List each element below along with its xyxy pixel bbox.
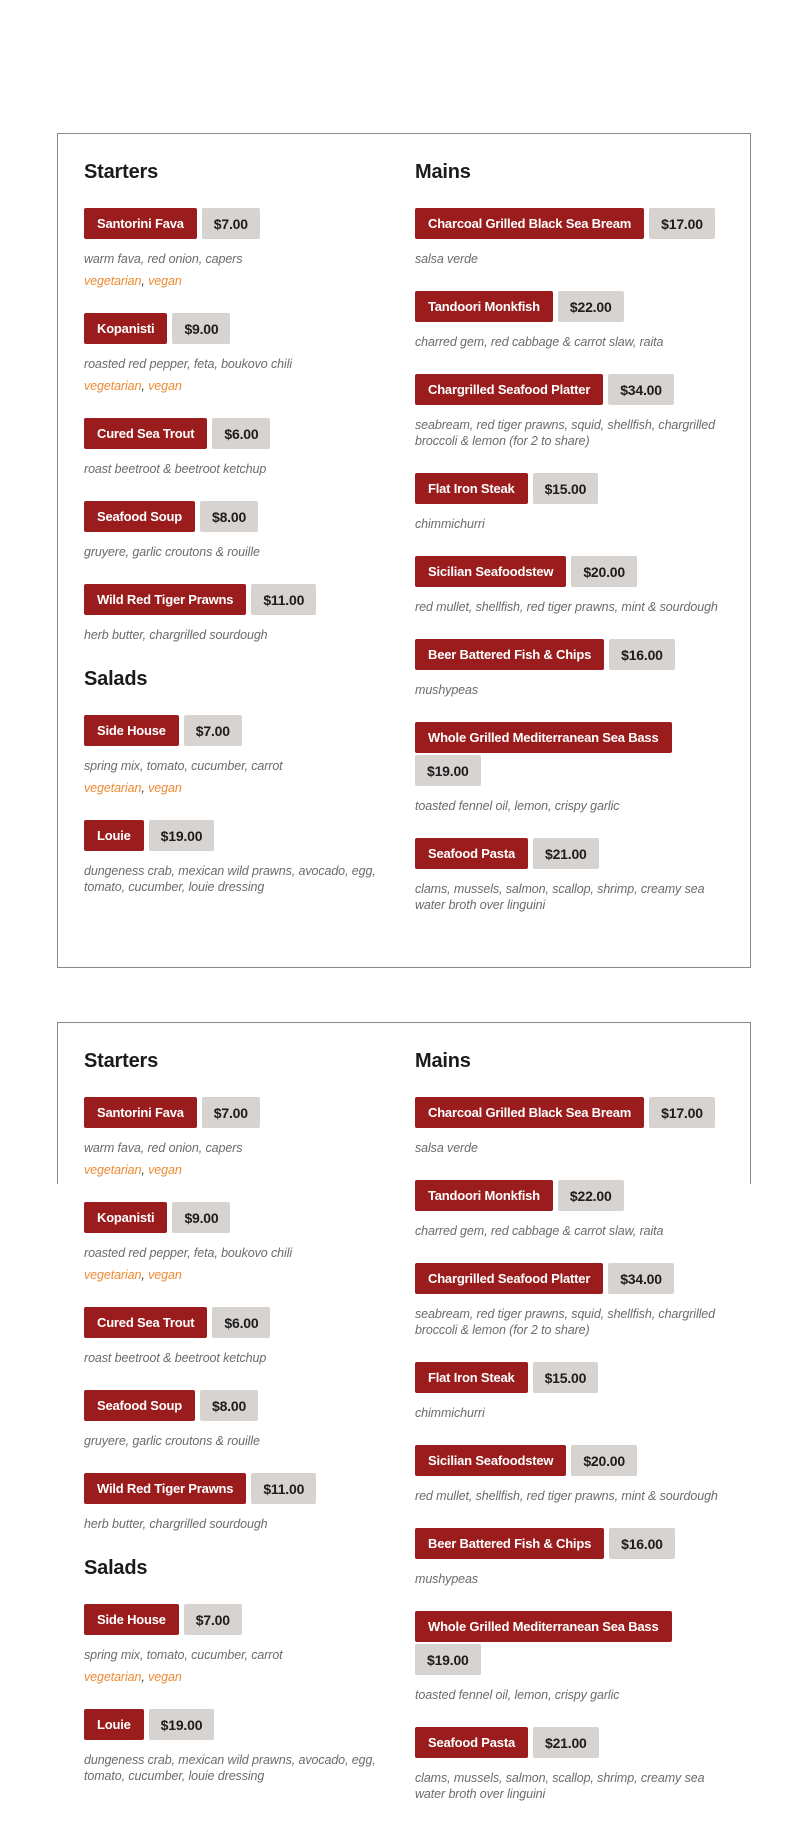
menu-item-louie xyxy=(84,1709,393,1784)
dish-name-chip: Kopanisti xyxy=(84,1202,167,1233)
menu-item-seafood-pasta xyxy=(415,1727,724,1802)
item-description: roasted red pepper, feta, boukovo chili xyxy=(84,1246,293,1260)
menu-column-right xyxy=(415,160,724,937)
dish-name-chip: Side House xyxy=(84,715,179,746)
menu-column-right xyxy=(415,1049,724,1826)
dish-price-row xyxy=(415,838,724,869)
section-title-salads: Salads xyxy=(84,668,148,690)
menu-item-kopanisti xyxy=(84,1202,393,1283)
tag-link-vegetarian[interactable]: vegetarian xyxy=(84,781,142,795)
price-chip: $9.00 xyxy=(172,1202,230,1233)
item-description: roast beetroot & beetroot ketchup xyxy=(84,1351,267,1365)
dish-price-row xyxy=(84,1473,393,1504)
tag-separator: , xyxy=(141,781,149,795)
price-chip: $16.00 xyxy=(609,1528,675,1559)
menu-item-tandoori-monkfish xyxy=(415,291,724,350)
dish-name-chip: Sicilian Seafoodstew xyxy=(415,1445,566,1476)
tag-separator: , xyxy=(141,274,149,288)
price-chip: $17.00 xyxy=(649,208,715,239)
dish-name-chip: Sicilian Seafoodstew xyxy=(415,556,566,587)
dish-name-chip: Side House xyxy=(84,1604,179,1635)
tag-link-vegan[interactable]: vegan xyxy=(148,1163,182,1177)
dish-name-chip: Santorini Fava xyxy=(84,208,197,239)
item-description: seabream, red tiger prawns, squid, shellfish, chargrilled broccoli & lemon (for 2 to share) xyxy=(415,418,716,448)
dish-price-row xyxy=(84,1307,393,1338)
dish-name-chip: Chargrilled Seafood Platter xyxy=(415,374,603,405)
section-title-mains: Mains xyxy=(415,161,471,183)
dish-name-chip: Beer Battered Fish & Chips xyxy=(415,1528,604,1559)
menu-item-sicilian-seafoodstew xyxy=(415,1445,724,1504)
dish-price-row xyxy=(415,1528,724,1559)
price-chip: $20.00 xyxy=(571,1445,637,1476)
price-chip: $16.00 xyxy=(609,639,675,670)
dish-price-row xyxy=(415,1180,724,1211)
dish-price-row xyxy=(84,208,393,239)
menu-card xyxy=(57,133,751,968)
item-description: dungeness crab, mexican wild prawns, avocado, egg, tomato, cucumber, louie dressing xyxy=(84,1753,376,1783)
price-chip: $17.00 xyxy=(649,1097,715,1128)
tag-link-vegan[interactable]: vegan xyxy=(148,274,182,288)
tag-link-vegetarian[interactable]: vegetarian xyxy=(84,379,142,393)
tag-separator: , xyxy=(141,1268,149,1282)
dish-price-row xyxy=(415,556,724,587)
dish-price-row xyxy=(84,1604,393,1635)
item-tags xyxy=(84,378,393,394)
menu-item-cured-sea-trout xyxy=(84,418,393,477)
section-title-mains: Mains xyxy=(415,1050,471,1072)
item-description: spring mix, tomato, cucumber, carrot xyxy=(84,759,283,773)
price-chip: $21.00 xyxy=(533,838,599,869)
dish-name-chip: Charcoal Grilled Black Sea Bream xyxy=(415,208,644,239)
price-chip: $7.00 xyxy=(184,1604,242,1635)
item-description: seabream, red tiger prawns, squid, shellfish, chargrilled broccoli & lemon (for 2 to share) xyxy=(415,1307,716,1337)
item-description: salsa verde xyxy=(415,252,478,266)
menu-section-starters xyxy=(84,1049,393,1532)
item-description: gruyere, garlic croutons & rouille xyxy=(84,545,260,559)
dish-name-chip: Whole Grilled Mediterranean Sea Bass xyxy=(415,1611,672,1642)
menu-item-beer-battered-fish-chips xyxy=(415,1528,724,1587)
menu-item-seafood-pasta xyxy=(415,838,724,913)
tag-link-vegetarian[interactable]: vegetarian xyxy=(84,274,142,288)
tag-separator: , xyxy=(141,379,149,393)
tag-separator: , xyxy=(141,1670,149,1684)
item-description: toasted fennel oil, lemon, crispy garlic xyxy=(415,1688,620,1702)
item-description: gruyere, garlic croutons & rouille xyxy=(84,1434,260,1448)
tag-link-vegan[interactable]: vegan xyxy=(148,379,182,393)
item-description: chimmichurri xyxy=(415,517,485,531)
section-title-starters: Starters xyxy=(84,1050,158,1072)
menu-item-kopanisti xyxy=(84,313,393,394)
item-description: red mullet, shellfish, red tiger prawns, mint & sourdough xyxy=(415,600,718,614)
tag-separator: , xyxy=(141,1163,149,1177)
dish-price-row xyxy=(84,501,393,532)
dish-name-chip: Beer Battered Fish & Chips xyxy=(415,639,604,670)
tag-link-vegetarian[interactable]: vegetarian xyxy=(84,1268,142,1282)
dish-price-row xyxy=(415,291,724,322)
item-description: dungeness crab, mexican wild prawns, avocado, egg, tomato, cucumber, louie dressing xyxy=(84,864,376,894)
item-tags xyxy=(84,1162,393,1178)
dish-name-chip: Flat Iron Steak xyxy=(415,473,528,504)
dish-price-row xyxy=(84,313,393,344)
dish-name-chip: Seafood Soup xyxy=(84,501,195,532)
price-chip: $11.00 xyxy=(251,584,316,615)
menu-item-santorini-fava xyxy=(84,1097,393,1178)
menu-section-mains xyxy=(415,1049,724,1802)
menu-item-whole-grilled-mediterranean-sea-bass xyxy=(415,1611,724,1703)
dish-name-chip: Wild Red Tiger Prawns xyxy=(84,584,246,615)
menu-item-side-house xyxy=(84,1604,393,1685)
item-description: spring mix, tomato, cucumber, carrot xyxy=(84,1648,283,1662)
item-description: clams, mussels, salmon, scallop, shrimp, creamy sea water broth over linguini xyxy=(415,882,705,912)
dish-name-chip: Cured Sea Trout xyxy=(84,418,207,449)
price-chip: $34.00 xyxy=(608,374,674,405)
menu-item-chargrilled-seafood-platter xyxy=(415,1263,724,1338)
dish-price-row xyxy=(84,1202,393,1233)
price-chip: $21.00 xyxy=(533,1727,599,1758)
price-chip: $6.00 xyxy=(212,418,270,449)
menu-column-left xyxy=(84,1049,393,1808)
item-description: toasted fennel oil, lemon, crispy garlic xyxy=(415,799,620,813)
dish-name-chip: Tandoori Monkfish xyxy=(415,291,553,322)
item-description: chimmichurri xyxy=(415,1406,485,1420)
menu-item-chargrilled-seafood-platter xyxy=(415,374,724,449)
price-chip: $8.00 xyxy=(200,501,258,532)
dish-price-row xyxy=(415,722,724,786)
dish-price-row xyxy=(84,1097,393,1128)
dish-name-chip: Cured Sea Trout xyxy=(84,1307,207,1338)
item-description: mushypeas xyxy=(415,1572,479,1586)
dish-name-chip: Seafood Pasta xyxy=(415,1727,528,1758)
price-chip: $9.00 xyxy=(172,313,230,344)
dish-name-chip: Charcoal Grilled Black Sea Bream xyxy=(415,1097,644,1128)
price-chip: $19.00 xyxy=(415,1644,481,1675)
item-description: herb butter, chargrilled sourdough xyxy=(84,1517,268,1531)
dish-name-chip: Whole Grilled Mediterranean Sea Bass xyxy=(415,722,672,753)
menu-columns xyxy=(84,1049,724,1826)
dish-name-chip: Wild Red Tiger Prawns xyxy=(84,1473,246,1504)
item-description: charred gem, red cabbage & carrot slaw, raita xyxy=(415,1224,664,1238)
menu-item-charcoal-grilled-black-sea-bream xyxy=(415,208,724,267)
tag-link-vegan[interactable]: vegan xyxy=(148,1670,182,1684)
dish-price-row xyxy=(415,374,724,405)
menu-item-wild-red-tiger-prawns xyxy=(84,1473,393,1532)
menu-item-side-house xyxy=(84,715,393,796)
price-chip: $20.00 xyxy=(571,556,637,587)
dish-name-chip: Louie xyxy=(84,1709,144,1740)
dish-name-chip: Seafood Soup xyxy=(84,1390,195,1421)
menu-item-cured-sea-trout xyxy=(84,1307,393,1366)
menu-section-salads xyxy=(84,1556,393,1784)
dish-price-row xyxy=(415,208,724,239)
item-tags xyxy=(84,1267,393,1283)
section-title-starters: Starters xyxy=(84,161,158,183)
price-chip: $34.00 xyxy=(608,1263,674,1294)
item-description: herb butter, chargrilled sourdough xyxy=(84,628,268,642)
item-description: mushypeas xyxy=(415,683,479,697)
menu-card-repeat-clipped xyxy=(57,1022,751,1801)
item-description: charred gem, red cabbage & carrot slaw, raita xyxy=(415,335,664,349)
price-chip: $11.00 xyxy=(251,1473,316,1504)
tag-link-vegan[interactable]: vegan xyxy=(148,781,182,795)
dish-price-row xyxy=(415,1263,724,1294)
tag-link-vegan[interactable]: vegan xyxy=(148,1268,182,1282)
dish-name-chip: Louie xyxy=(84,820,144,851)
dish-name-chip: Flat Iron Steak xyxy=(415,1362,528,1393)
price-chip: $19.00 xyxy=(149,820,215,851)
item-description: warm fava, red onion, capers xyxy=(84,252,243,266)
item-tags xyxy=(84,273,393,289)
item-description: roasted red pepper, feta, boukovo chili xyxy=(84,357,293,371)
dish-price-row xyxy=(84,715,393,746)
menu-item-flat-iron-steak xyxy=(415,1362,724,1421)
menu-columns xyxy=(84,160,724,937)
dish-price-row xyxy=(84,1709,393,1740)
price-chip: $15.00 xyxy=(533,473,599,504)
price-chip: $22.00 xyxy=(558,1180,624,1211)
menu-section-starters xyxy=(84,160,393,643)
menu-item-wild-red-tiger-prawns xyxy=(84,584,393,643)
dish-name-chip: Seafood Pasta xyxy=(415,838,528,869)
menu-item-seafood-soup xyxy=(84,1390,393,1449)
menu-column-left xyxy=(84,160,393,919)
menu-item-santorini-fava xyxy=(84,208,393,289)
price-chip: $6.00 xyxy=(212,1307,270,1338)
dish-price-row xyxy=(84,820,393,851)
dish-price-row xyxy=(415,1611,724,1675)
menu-item-charcoal-grilled-black-sea-bream xyxy=(415,1097,724,1156)
dish-name-chip: Chargrilled Seafood Platter xyxy=(415,1263,603,1294)
dish-price-row xyxy=(415,1445,724,1476)
section-title-salads: Salads xyxy=(84,1557,148,1579)
dish-price-row xyxy=(415,473,724,504)
price-chip: $7.00 xyxy=(184,715,242,746)
price-chip: $19.00 xyxy=(415,755,481,786)
dish-price-row xyxy=(415,1727,724,1758)
tag-link-vegetarian[interactable]: vegetarian xyxy=(84,1670,142,1684)
price-chip: $8.00 xyxy=(200,1390,258,1421)
menu-item-beer-battered-fish-chips xyxy=(415,639,724,698)
menu-item-whole-grilled-mediterranean-sea-bass xyxy=(415,722,724,814)
menu-section-mains xyxy=(415,160,724,913)
dish-price-row xyxy=(84,1390,393,1421)
dish-price-row xyxy=(84,418,393,449)
menu-item-flat-iron-steak xyxy=(415,473,724,532)
dish-price-row xyxy=(415,1362,724,1393)
item-tags xyxy=(84,780,393,796)
menu-item-seafood-soup xyxy=(84,501,393,560)
dish-price-row xyxy=(415,1097,724,1128)
item-description: salsa verde xyxy=(415,1141,478,1155)
menu-item-tandoori-monkfish xyxy=(415,1180,724,1239)
menu-item-louie xyxy=(84,820,393,895)
price-chip: $7.00 xyxy=(202,1097,260,1128)
price-chip: $7.00 xyxy=(202,208,260,239)
tag-link-vegetarian[interactable]: vegetarian xyxy=(84,1163,142,1177)
item-description: clams, mussels, salmon, scallop, shrimp, creamy sea water broth over linguini xyxy=(415,1771,705,1801)
dish-price-row xyxy=(415,639,724,670)
item-description: warm fava, red onion, capers xyxy=(84,1141,243,1155)
item-description: roast beetroot & beetroot ketchup xyxy=(84,462,267,476)
dish-price-row xyxy=(84,584,393,615)
price-chip: $19.00 xyxy=(149,1709,215,1740)
item-tags xyxy=(84,1669,393,1685)
dish-name-chip: Santorini Fava xyxy=(84,1097,197,1128)
item-description: red mullet, shellfish, red tiger prawns, mint & sourdough xyxy=(415,1489,718,1503)
menu-section-salads xyxy=(84,667,393,895)
menu-item-sicilian-seafoodstew xyxy=(415,556,724,615)
dish-name-chip: Kopanisti xyxy=(84,313,167,344)
price-chip: $22.00 xyxy=(558,291,624,322)
dish-name-chip: Tandoori Monkfish xyxy=(415,1180,553,1211)
price-chip: $15.00 xyxy=(533,1362,599,1393)
